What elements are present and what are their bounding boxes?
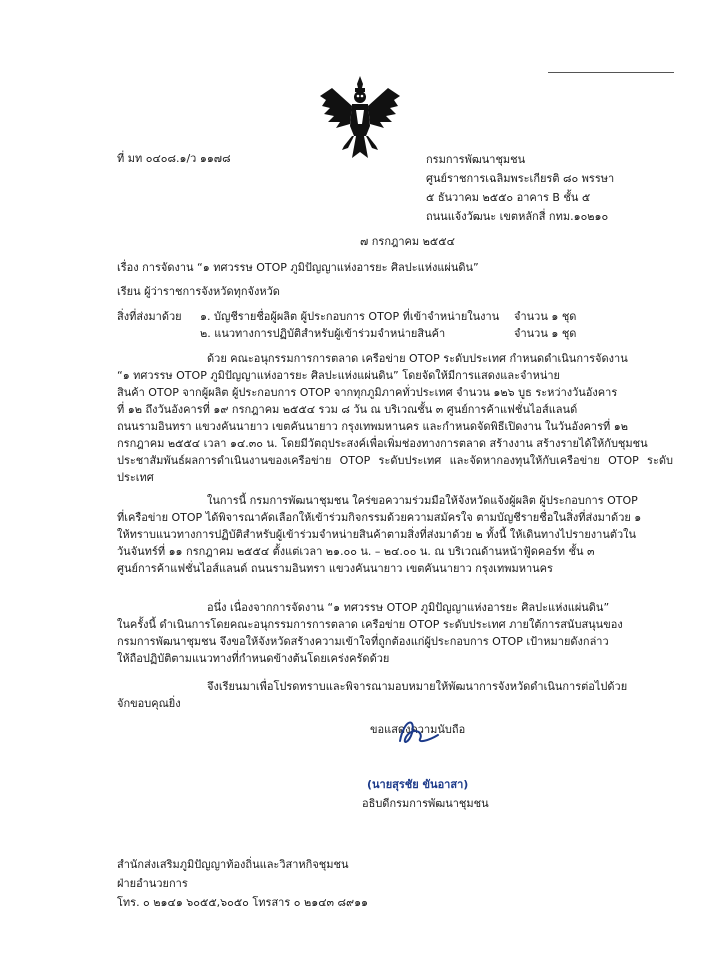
footer-office: สำนักส่งเสริมภูมิปัญญาท้องถิ่นและวิสาหกิจชุมชน bbox=[117, 858, 349, 871]
body-line: ประชาสัมพันธ์ผลการดำเนินงานของเครือข่าย OTOP ระดับประเทศ และจัดหากองทุนให้กับเครือข่าย OTOP ระดับประเทศ bbox=[117, 454, 673, 484]
body-line: ในการนี้ กรมการพัฒนาชุมชน ใคร่ขอความร่วมมือให้จังหวัดแจ้งผู้ผลิต ผู้ประกอบการ OTOP bbox=[207, 494, 638, 507]
body-line: ด้วย คณะอนุกรรมการการตลาด เครือข่าย OTOP ระดับประเทศ กำหนดดำเนินการจัดงาน bbox=[207, 352, 628, 365]
body-line: กรกฎาคม ๒๕๕๔ เวลา ๑๔.๓๐ น. โดยมีวัตถุประสงค์เพื่อเพิ่มช่องทางการตลาด สร้างงาน สร้างรายได้ให้กับชุมชน bbox=[117, 437, 648, 450]
subject-line: เรื่อง การจัดงาน “๑ ทศวรรษ OTOP ภูมิปัญญาแห่งอารยะ ศิลปะแห่งแผ่นดิน” bbox=[117, 261, 479, 274]
enclosures-label: สิ่งที่ส่งมาด้วย bbox=[117, 310, 182, 323]
handwritten-signature-icon bbox=[394, 711, 442, 751]
sender-address-line: ถนนแจ้งวัฒนะ เขตหลักสี่ กทม.๑๐๒๑๐ bbox=[426, 210, 609, 223]
body-line: จึงเรียนมาเพื่อโปรดทราบและพิจารณามอบหมายให้พัฒนาการจังหวัดดำเนินการต่อไปด้วย bbox=[207, 680, 628, 693]
recipient-line: เรียน ผู้ว่าราชการจังหวัดทุกจังหวัด bbox=[117, 285, 280, 298]
enclosure-item: ๑. บัญชีรายชื่อผู้ผลิต ผู้ประกอบการ OTOP ที่เข้าจำหน่ายในงาน bbox=[200, 310, 500, 323]
body-paragraph-1 bbox=[117, 350, 673, 486]
sender-address-line: กรมการพัฒนาชุมชน bbox=[426, 153, 526, 166]
body-line: ศูนย์การค้าแฟชั่นไอส์แลนด์ ถนนรามอินทรา แขวงคันนายาว เขตคันนายาว กรุงเทพมหานคร bbox=[117, 562, 553, 575]
enclosure-quantity: จำนวน ๑ ชุด bbox=[514, 327, 577, 340]
body-line: ให้ถือปฏิบัติตามแนวทางที่กำหนดข้างต้นโดยเคร่งครัดด้วย bbox=[117, 652, 390, 665]
enclosure-quantity: จำนวน ๑ ชุด bbox=[514, 310, 577, 323]
body-line: อนึ่ง เนื่องจากการจัดงาน “๑ ทศวรรษ OTOP ภูมิปัญญาแห่งอารยะ ศิลปะแห่งแผ่นดิน” bbox=[207, 601, 610, 614]
body-line: ในครั้งนี้ ดำเนินการโดยคณะอนุกรรมการการตลาด เครือข่าย OTOP ระดับประเทศ ภายใต้การสนับสนุนของ bbox=[117, 618, 623, 631]
signer-name: (นายสุรชัย ขันอาสา) bbox=[367, 778, 469, 791]
footer-division: ฝ่ายอำนวยการ bbox=[117, 877, 188, 890]
reference-number: ที่ มท ๐๔๐๘.๑/ว ๑๑๗๘ bbox=[117, 152, 231, 165]
body-line: ที่เครือข่าย OTOP ได้พิจารณาคัดเลือกให้เข้าร่วมกิจกรรมด้วยความสมัครใจ ตามบัญชีรายชื่อในสิ่งที่ส่งมาด้วย ๑ bbox=[117, 511, 642, 524]
garuda-emblem-icon bbox=[318, 74, 402, 160]
sender-address-line: ๕ ธันวาคม ๒๕๕๐ อาคาร B ชั้น ๕ bbox=[426, 191, 591, 204]
body-line: ให้ทราบแนวทางการปฏิบัติสำหรับผู้เข้าร่วมจำหน่ายสินค้าตามสิ่งที่ส่งมาด้วย ๒ ทั้งนี้ ให้เดินทางไปรายงานตัวใน bbox=[117, 528, 637, 541]
body-line: จักขอบคุณยิ่ง bbox=[117, 697, 181, 710]
closing-salutation: ขอแสดงความนับถือ bbox=[370, 723, 466, 736]
body-paragraph-4 bbox=[117, 678, 673, 712]
sender-address-line: ศูนย์ราชการเฉลิมพระเกียรติ ๘๐ พรรษา bbox=[426, 172, 615, 185]
body-paragraph-3 bbox=[117, 599, 673, 667]
body-line: “๑ ทศวรรษ OTOP ภูมิปัญญาแห่งอารยะ ศิลปะแห่งแผ่นดิน” โดยจัดให้มีการแสดงและจำหน่าย bbox=[117, 369, 560, 382]
body-line: สินค้า OTOP จากผู้ผลิต ผู้ประกอบการ OTOP จากทุกภูมิภาคทั่วประเทศ จำนวน ๑๒๖ บูธ ระหว่างวันอังคาร bbox=[117, 386, 618, 399]
footer-phone: โทร. ๐ ๒๑๔๑ ๖๐๕๕,๖๐๕๐ โทรสาร ๐ ๒๑๔๓ ๘๙๑๑ bbox=[117, 896, 369, 909]
top-rule-line bbox=[548, 72, 674, 73]
enclosure-item: ๒. แนวทางการปฏิบัติสำหรับผู้เข้าร่วมจำหน่ายสินค้า bbox=[200, 327, 446, 340]
body-paragraph-2 bbox=[117, 492, 673, 577]
body-line: ที่ ๑๒ ถึงวันอังคารที่ ๑๙ กรกฎาคม ๒๕๕๔ รวม ๘ วัน ณ บริเวณชั้น ๓ ศูนย์การค้าแฟชั่นไอส์แลนด์ bbox=[117, 403, 578, 416]
body-line: วันจันทร์ที่ ๑๑ กรกฎาคม ๒๕๕๔ ตั้งแต่เวลา ๒๑.๐๐ น. – ๒๔.๐๐ น. ณ บริเวณด้านหน้าฟู้ดคอร์ท ชั้น ๓ bbox=[117, 545, 595, 558]
signer-title: อธิบดีกรมการพัฒนาชุมชน bbox=[362, 797, 489, 810]
body-line: ถนนรามอินทรา แขวงคันนายาว เขตคันนายาว กรุงเทพมหานคร และกำหนดจัดพิธีเปิดงาน ในวันอังคารที่ ๑๒ bbox=[117, 420, 628, 433]
body-line: กรมการพัฒนาชุมชน จึงขอให้จังหวัดสร้างความเข้าใจที่ถูกต้องแก่ผู้ประกอบการ OTOP เป้าหมายดังกล่าว bbox=[117, 635, 609, 648]
letter-date: ๗ กรกฎาคม ๒๕๕๔ bbox=[360, 235, 455, 248]
